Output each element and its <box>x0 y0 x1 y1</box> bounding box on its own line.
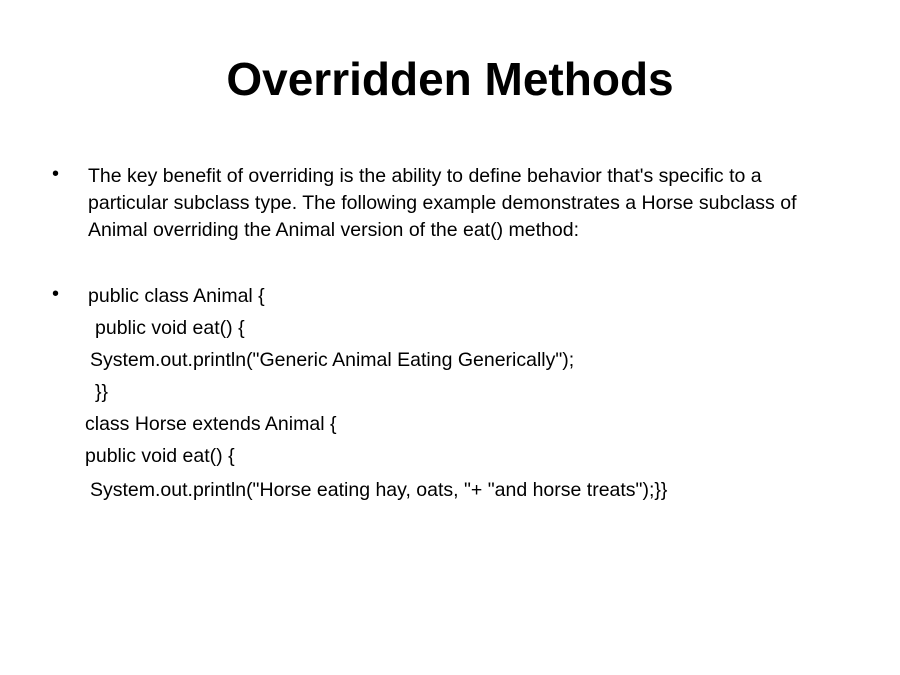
code-line-3: System.out.println("Generic Animal Eating Generically"); <box>90 349 575 371</box>
description-line-3: Animal overriding the Animal version of the eat() method: <box>88 219 579 241</box>
code-line-7: System.out.println("Horse eating hay, oats, "+ "and horse treats");}} <box>90 479 668 501</box>
code-line-4: }} <box>95 381 109 403</box>
bullet-icon: • <box>52 283 60 305</box>
slide-title: Overridden Methods <box>226 53 674 105</box>
code-line-1: public class Animal { <box>88 285 265 307</box>
description-line-1: The key benefit of overriding is the ability to define behavior that's specific to a <box>88 165 762 187</box>
bullet-icon: • <box>52 163 60 185</box>
code-line-5: class Horse extends Animal { <box>85 413 337 435</box>
description-line-2: particular subclass type. The following example demonstrates a Horse subclass of <box>88 192 797 214</box>
code-line-2: public void eat() { <box>95 317 245 339</box>
code-line-6: public void eat() { <box>85 445 235 467</box>
